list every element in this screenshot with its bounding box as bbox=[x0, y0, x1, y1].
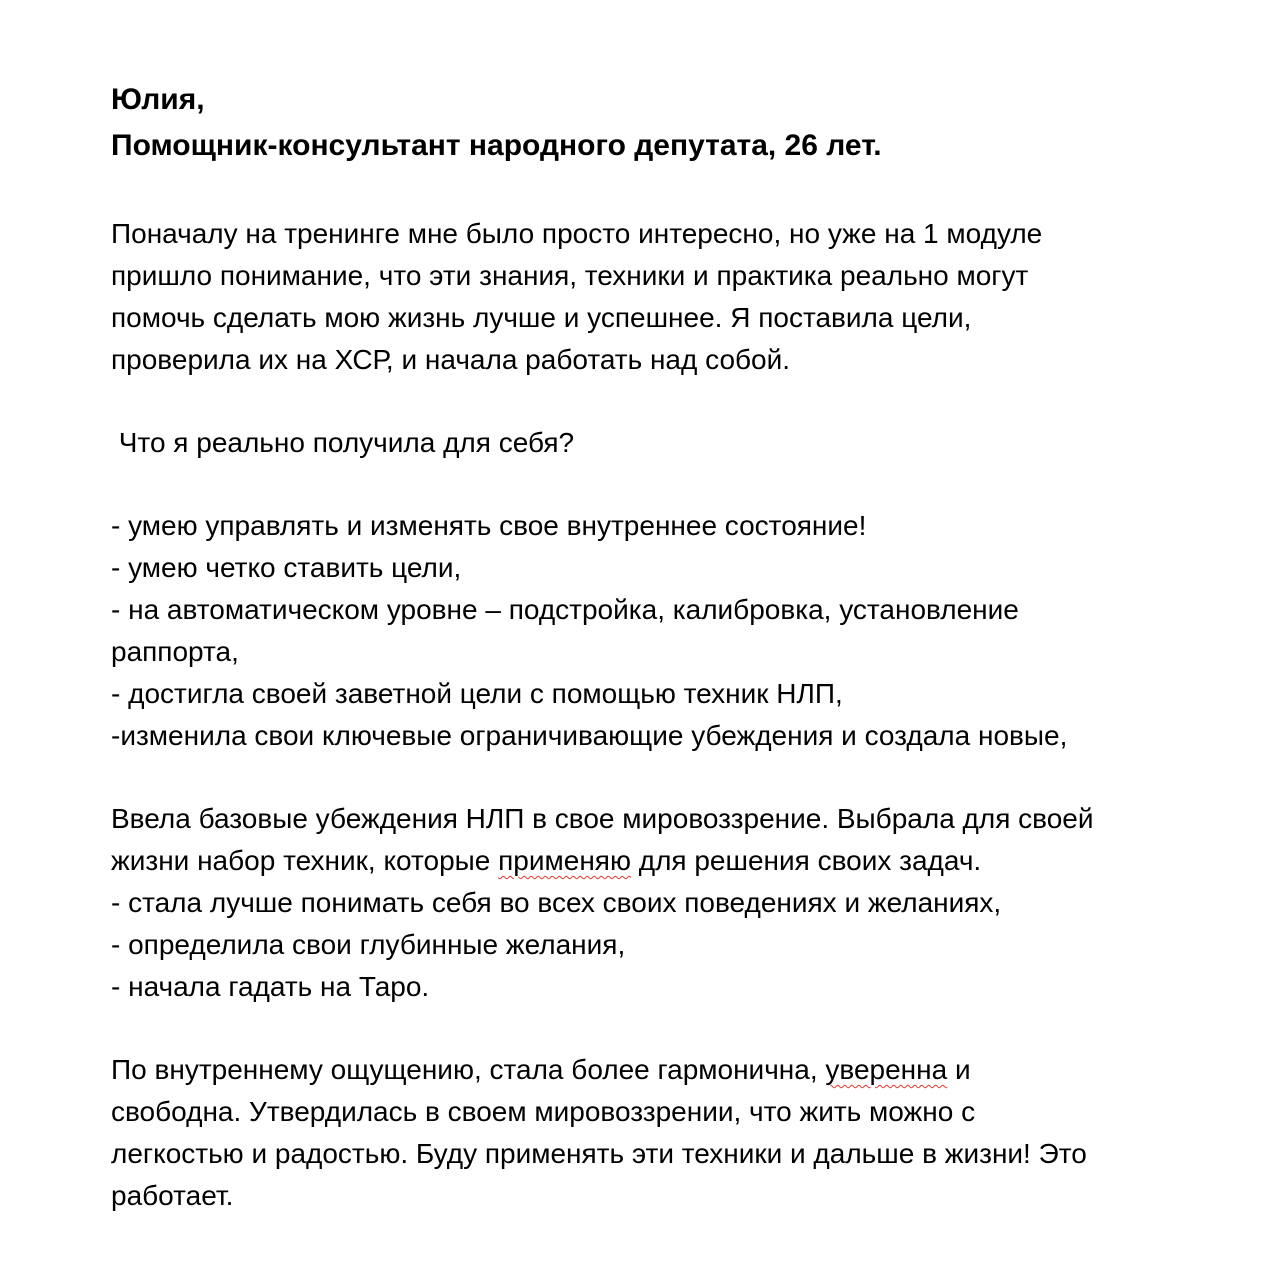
conclusion-paragraph bbox=[111, 1049, 1211, 1217]
question-line bbox=[111, 422, 1211, 464]
text-line: работает. bbox=[111, 1180, 234, 1211]
author-role: Помощник-консультант народного депутата, 26 лет. bbox=[111, 129, 882, 162]
text-line bbox=[111, 1049, 1211, 1091]
list-item: - стала лучше понимать себя во всех своих поведениях и желаниях, bbox=[111, 887, 1002, 918]
list-item: -изменила свои ключевые ограничивающие убеждения и создала новые, bbox=[111, 720, 1068, 751]
text-fragment: жизни набор техник, которые bbox=[111, 845, 499, 876]
list-item: - на автоматическом уровне – подстройка, калибровка, установление bbox=[111, 594, 1019, 625]
testimonial-header bbox=[111, 77, 1211, 169]
list-item: - определила свои глубинные желания, bbox=[111, 929, 626, 960]
spellcheck-word[interactable]: применяю bbox=[498, 845, 631, 876]
spacer bbox=[111, 464, 1211, 505]
text-line: Поначалу на тренинге мне было просто интересно, но уже на 1 модуле bbox=[111, 218, 1043, 249]
spacer bbox=[111, 757, 1211, 798]
list-item: раппорта, bbox=[111, 636, 239, 667]
list-item: - умею четко ставить цели, bbox=[111, 552, 462, 583]
text-line bbox=[111, 840, 1211, 882]
text-line: пришло понимание, что эти знания, техники и практика реально могут bbox=[111, 260, 1029, 291]
author-name: Юлия, bbox=[111, 83, 205, 116]
list-item: - достигла своей заветной цели с помощью техник НЛП, bbox=[111, 678, 843, 709]
text-fragment: и bbox=[947, 1054, 971, 1085]
text-line: свободна. Утвердилась в своем мировоззрении, что жить можно с bbox=[111, 1096, 976, 1127]
results-list bbox=[111, 505, 1211, 757]
text-fragment: для решения своих задач. bbox=[630, 845, 982, 876]
list-item: - начала гадать на Таро. bbox=[111, 971, 430, 1002]
beliefs-paragraph bbox=[111, 798, 1211, 1008]
list-item: - умею управлять и изменять свое внутреннее состояние! bbox=[111, 510, 867, 541]
text-line: Ввела базовые убеждения НЛП в свое мировоззрение. Выбрала для своей bbox=[111, 803, 1094, 834]
spacer bbox=[111, 169, 1211, 213]
spacer bbox=[111, 1008, 1211, 1049]
text-line: Что я реально получила для себя? bbox=[111, 427, 575, 458]
intro-paragraph bbox=[111, 213, 1211, 381]
spellcheck-word[interactable]: уверенна bbox=[825, 1054, 948, 1085]
text-line: проверила их на ХСР, и начала работать над собой. bbox=[111, 344, 791, 375]
document-body bbox=[111, 77, 1211, 1217]
spacer bbox=[111, 381, 1211, 422]
text-line: легкостью и радостью. Буду применять эти техники и дальше в жизни! Это bbox=[111, 1138, 1087, 1169]
text-line: помочь сделать мою жизнь лучше и успешнее. Я поставила цели, bbox=[111, 302, 972, 333]
testimonial-text bbox=[111, 213, 1211, 1217]
text-fragment: По внутреннему ощущению, стала более гармонична, bbox=[111, 1054, 826, 1085]
